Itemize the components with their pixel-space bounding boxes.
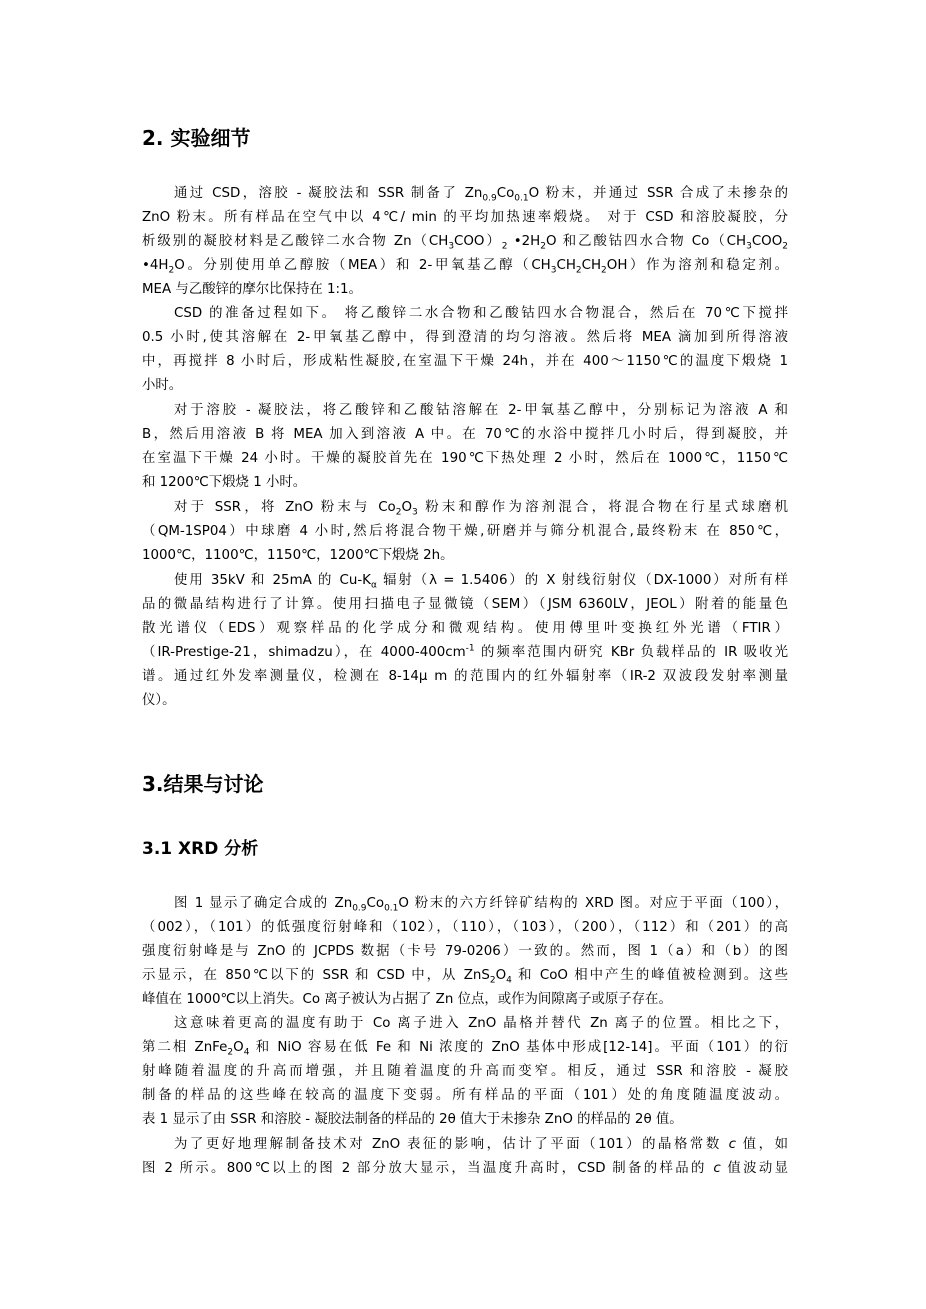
text-line: 小时。 (142, 378, 183, 393)
section-3-heading: 3.结果与讨论 (142, 772, 264, 796)
text-line: 制备的样品的这些峰在较高的温度下变弱。所有样品的平面（101）处的角度随温度波动。 (142, 1088, 788, 1103)
text-line: 中，再搅拌 8 小时后，形成粘性凝胶,在室温下干燥 24h，并在 400～1150℃的温度下煅烧 1 (142, 354, 788, 369)
text-line: 对于 SSR，将 ZnO 粉末与 $Co_2O_3$ 粉末和醇作为溶剂混合，将混合物在行星式球磨机 (174, 500, 788, 518)
text-line: 峰值在 1000℃以上消失。Co 离子被认为占据了 Zn 位点，或作为间隙离子或原子存在。 (142, 992, 672, 1007)
section-3-1-heading: 3.1 XRD 分析 (142, 839, 259, 859)
text-line: 射峰随着温度的升高而增强，并且随着温度的升高而变窄。相反，通过 SSR 和溶胶 - 凝胶 (142, 1064, 788, 1079)
text-line: 谱。通过红外发率测量仪，检测在 8-14μ m 的范围内的红外辐射率（IR-2 双波段发射率测量 (142, 669, 788, 684)
text-line: 通过 CSD，溶胶 - 凝胶法和 SSR 制备了 $Zn_{0.9}Co_{0.1}O$ 粉末，并通过 SSR 合成了未掺杂的 (174, 186, 788, 204)
text-line: 表 1 显示了由 SSR 和溶胶 - 凝胶法制备的样品的 2θ 值大于未掺杂 ZnO 的样品的 2θ 值。 (142, 1112, 683, 1127)
text-line: 析级别的凝胶材料是乙酸锌二水合物 $Zn(CH_3COO)_2$ $•2H_2O$ 和乙酸钴四水合物 $Co(CH_3COO_2$ (142, 234, 788, 252)
text-line: （002），（101）的低强度衍射峰和（102），（110），（103），（200），（112）和（201）的高 (142, 920, 788, 935)
text-line: 为了更好地理解制备技术对 ZnO 表征的影响，估计了平面（101）的晶格常数 c 值，如 (174, 1137, 788, 1152)
text-line: CSD 的准备过程如下。 将乙酸锌二水合物和乙酸钴四水合物混合，然后在 70℃下搅拌 (174, 306, 788, 321)
text-line: 使用 35kV 和 25mA 的 $Cu-K_\alpha$ 辐射（λ = 1.5406）的 X 射线衍射仪（DX-1000）对所有样 (174, 573, 788, 591)
text-line: 示显示，在 850℃以下的 SSR 和 CSD 中，从 $ZnS_2O_4$ 和 CoO 相中产生的峰值被检测到。这些 (142, 968, 788, 986)
text-line: 对于溶胶 - 凝胶法，将乙酸锌和乙酸钴溶解在 2-甲氧基乙醇中，分别标记为溶液 A 和 (174, 403, 788, 418)
section-2-heading: 2. 实验细节 (142, 126, 251, 150)
text-line: 图 2 所示。800℃以上的图 2 部分放大显示，当温度升高时，CSD 制备的样品的 c 值波动显 (142, 1161, 788, 1176)
text-line: 散光谱仪（EDS）观察样品的化学成分和微观结构。使用傅里叶变换红外光谱（FTIR） (142, 621, 788, 636)
text-line: 品的微晶结构进行了计算。使用扫描电子显微镜（SEM）（JSM 6360LV，JEOL）附着的能量色 (142, 597, 788, 612)
text-line: 和 1200℃下煅烧 1 小时。 (142, 475, 307, 490)
text-line: 1000℃，1100℃，1150℃，1200℃下煅烧 2h。 (142, 548, 454, 563)
text-line: （IR-Prestige-21，shimadzu），在 $4000-400cm^{-1}$ 的频率范围内研究 KBr 负载样品的 IR 吸收光 (142, 643, 788, 660)
text-line: 在室温下干燥 24 小时。干燥的凝胶首先在 190℃下热处理 2 小时，然后在 1000℃，1150℃ (142, 451, 788, 466)
text-line: ZnO 粉末。所有样品在空气中以 4℃/ min 的平均加热速率煅烧。 对于 CSD 和溶胶凝胶，分 (142, 210, 788, 225)
text-line: 图 1 显示了确定合成的 $Zn_{0.9}Co_{0.1}O$ 粉末的六方纤锌矿结构的 XRD 图。对应于平面（100）， (174, 896, 788, 914)
text-line: 仪）。 (142, 693, 176, 708)
text-line: B，然后用溶液 B 将 MEA 加入到溶液 A 中。在 70℃的水浴中搅拌几小时后，得到凝胶，并 (142, 427, 788, 442)
text-line: 第二相 $ZnFe_2O_4$ 和 NiO 容易在低 Fe 和 Ni 浓度的 ZnO 基体中形成[12-14]。平面（101）的衍 (142, 1040, 789, 1058)
text-line: $•4H_2O$。分别使用单乙醇胺（MEA）和 2-甲氧基乙醇$(CH_3CH_2CH_2OH)$作为溶剂和稳定剂。 (142, 258, 788, 276)
text-line: 强度衍射峰是与 ZnO 的 JCPDS 数据（卡号 79-0206）一致的。然而，图 1（a）和（b）的图 (142, 944, 788, 959)
text-line: （QM-1SP04）中球磨 4 小时,然后将混合物干燥,研磨并与筛分机混合,最终粉末 在 850℃， (142, 524, 788, 539)
text-line: MEA 与乙酸锌的摩尔比保持在 1:1。 (142, 282, 362, 297)
text-line: 这意味着更高的温度有助于 Co 离子进入 ZnO 晶格并替代 Zn 离子的位置。相比之下， (174, 1016, 788, 1031)
text-line: 0.5 小时,使其溶解在 2-甲氧基乙醇中，得到澄清的均匀溶液。然后将 MEA 滴加到所得溶液 (142, 330, 788, 345)
